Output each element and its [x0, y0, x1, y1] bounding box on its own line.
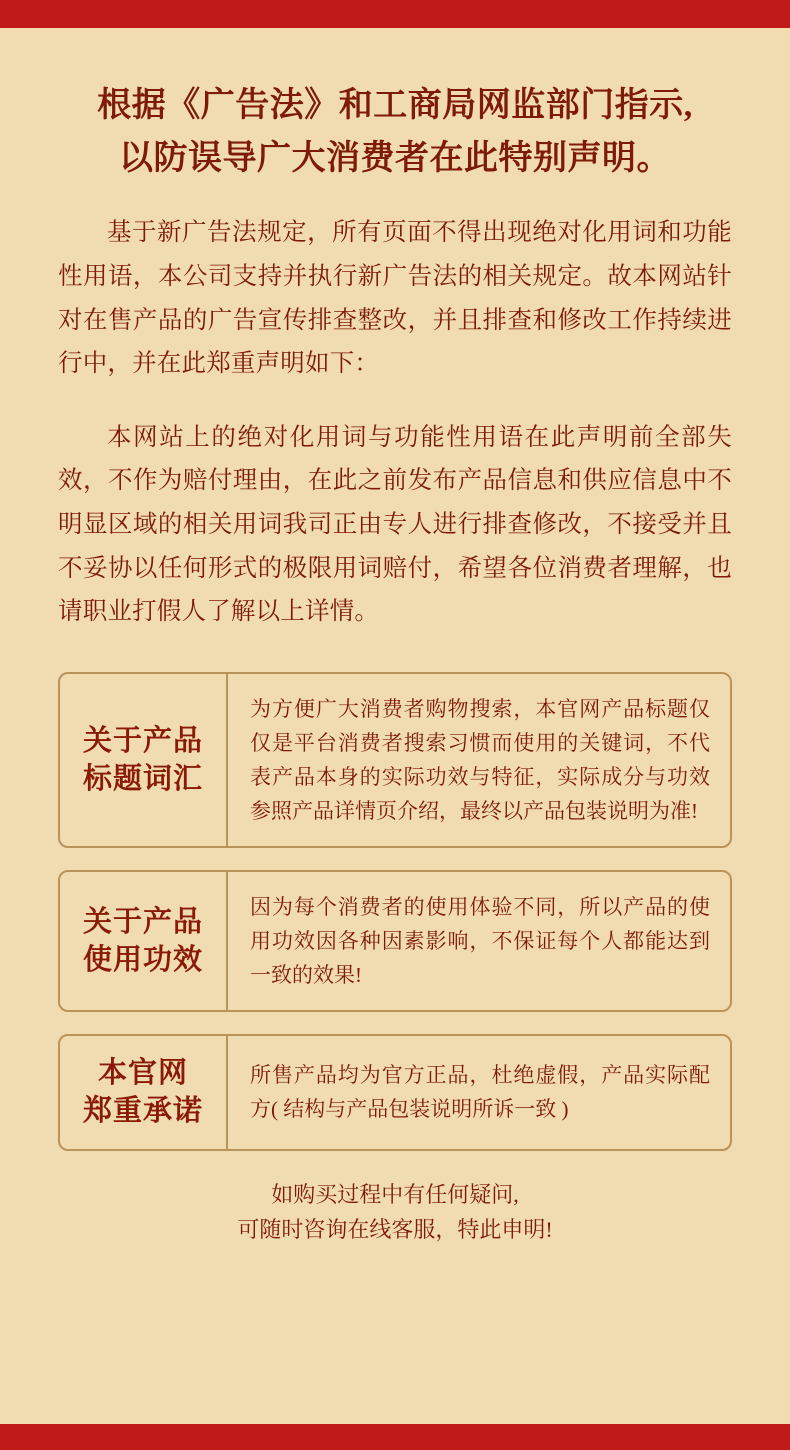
- statement-card-product-effect: [58, 870, 732, 1012]
- statement-card-title-line1: 本官网: [97, 1056, 188, 1089]
- bottom-accent-bar: [0, 1424, 790, 1450]
- statement-card-title: [60, 1036, 228, 1149]
- page-title-line1: 根据《广告法》和工商局网监部门指示,: [97, 87, 693, 124]
- statement-card-product-title: [58, 672, 732, 848]
- statement-card-title-line1: 关于产品: [82, 724, 203, 757]
- top-accent-bar: [0, 0, 790, 28]
- statement-card-title-line2: 使用功效: [82, 943, 203, 976]
- content-area: [0, 28, 790, 1424]
- intro-paragraph-2: 本网站上的绝对化用词与功能性用语在此声明前全部失效，不作为赔付理由，在此之前发布产品信息和供应信息中不明显区域的相关用词我司正由专人进行排查修改，不接受并且不妥协以任何形式的极限用词赔付，希望各位消费者理解，也请职业打假人了解以上详情。: [58, 423, 732, 626]
- statement-card-title-line2: 标题词汇: [82, 762, 203, 795]
- statement-card-body: 所售产品均为官方正品，杜绝虚假，产品实际配方( 结构与产品包装说明所诉一致 ): [250, 1063, 710, 1122]
- page-title-line2: 以防误导广大消费者在此特别声明。: [119, 139, 671, 177]
- statement-card-list: [58, 672, 732, 1151]
- footer-note-line2: 可随时咨询在线客服，特此申明!: [237, 1217, 553, 1243]
- footer-note: [58, 1177, 732, 1258]
- intro-paragraph-1: 基于新广告法规定，所有页面不得出现绝对化用词和功能性用语，本公司支持并执行新广告法的相关规定。故本网站针对在售产品的广告宣传排查整改，并且排查和修改工作持续进行中，并在此郑重声明如下：: [58, 219, 732, 378]
- statement-card-title-line2: 郑重承诺: [82, 1095, 203, 1128]
- statement-card-body: 为方便广大消费者购物搜索，本官网产品标题仅仅是平台消费者搜索习惯而使用的关键词，不代表产品本身的实际功效与特征，实际成分与功效参照产品详情页介绍，最终以产品包装说明为准!: [250, 696, 710, 823]
- footer-note-line1: 如购买过程中有任何疑问,: [271, 1181, 519, 1207]
- statement-card-title-line1: 关于产品: [82, 905, 203, 938]
- statement-card-title: [60, 872, 228, 1010]
- statement-card-body: 因为每个消费者的使用体验不同，所以产品的使用功效因各种因素影响，不保证每个人都能达到一致的效果!: [250, 894, 710, 987]
- statement-card-title: [60, 674, 228, 846]
- statement-card-official-promise: [58, 1034, 732, 1151]
- page-title: [58, 80, 732, 185]
